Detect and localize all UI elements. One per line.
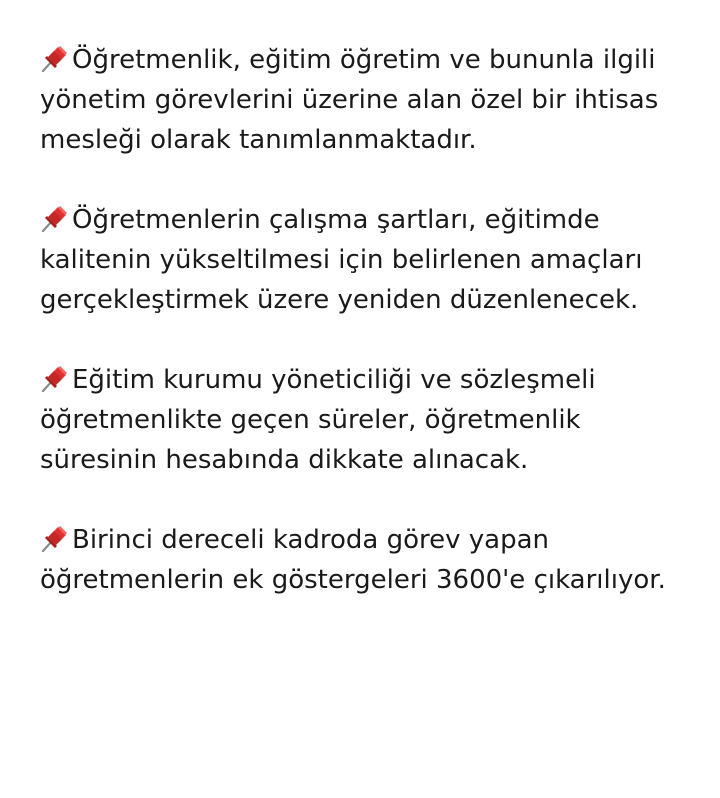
paragraph-text: Birinci dereceli kadroda görev yapan öğretmenlerin ek göstergeleri 3600'e çıkarılıyor. [40,525,666,595]
pushpin-icon [40,203,70,233]
pushpin-icon [40,523,70,553]
paragraph-text: Öğretmenlerin çalışma şartları, eğitimde kalitenin yükseltilmesi için belirlenen amaçları gerçekleştirmek üzere yeniden düzenlenecek. [40,205,643,315]
pushpin-icon [40,363,70,393]
paragraph-text: Eğitim kurumu yöneticiliği ve sözleşmeli öğretmenlikte geçen süreler, öğretmenlik süresinin hesabında dikkate alınacak. [40,365,596,475]
paragraph-text: Öğretmenlik, eğitim öğretim ve bununla ilgili yönetim görevlerini üzerine alan özel bir ihtisas mesleği olarak tanımlanmaktadır. [40,45,659,155]
paragraph-2 [40,200,700,320]
post-body [40,40,700,640]
paragraph-1 [40,40,700,160]
pushpin-icon [40,43,70,73]
paragraph-4 [40,520,700,600]
paragraph-3 [40,360,700,480]
